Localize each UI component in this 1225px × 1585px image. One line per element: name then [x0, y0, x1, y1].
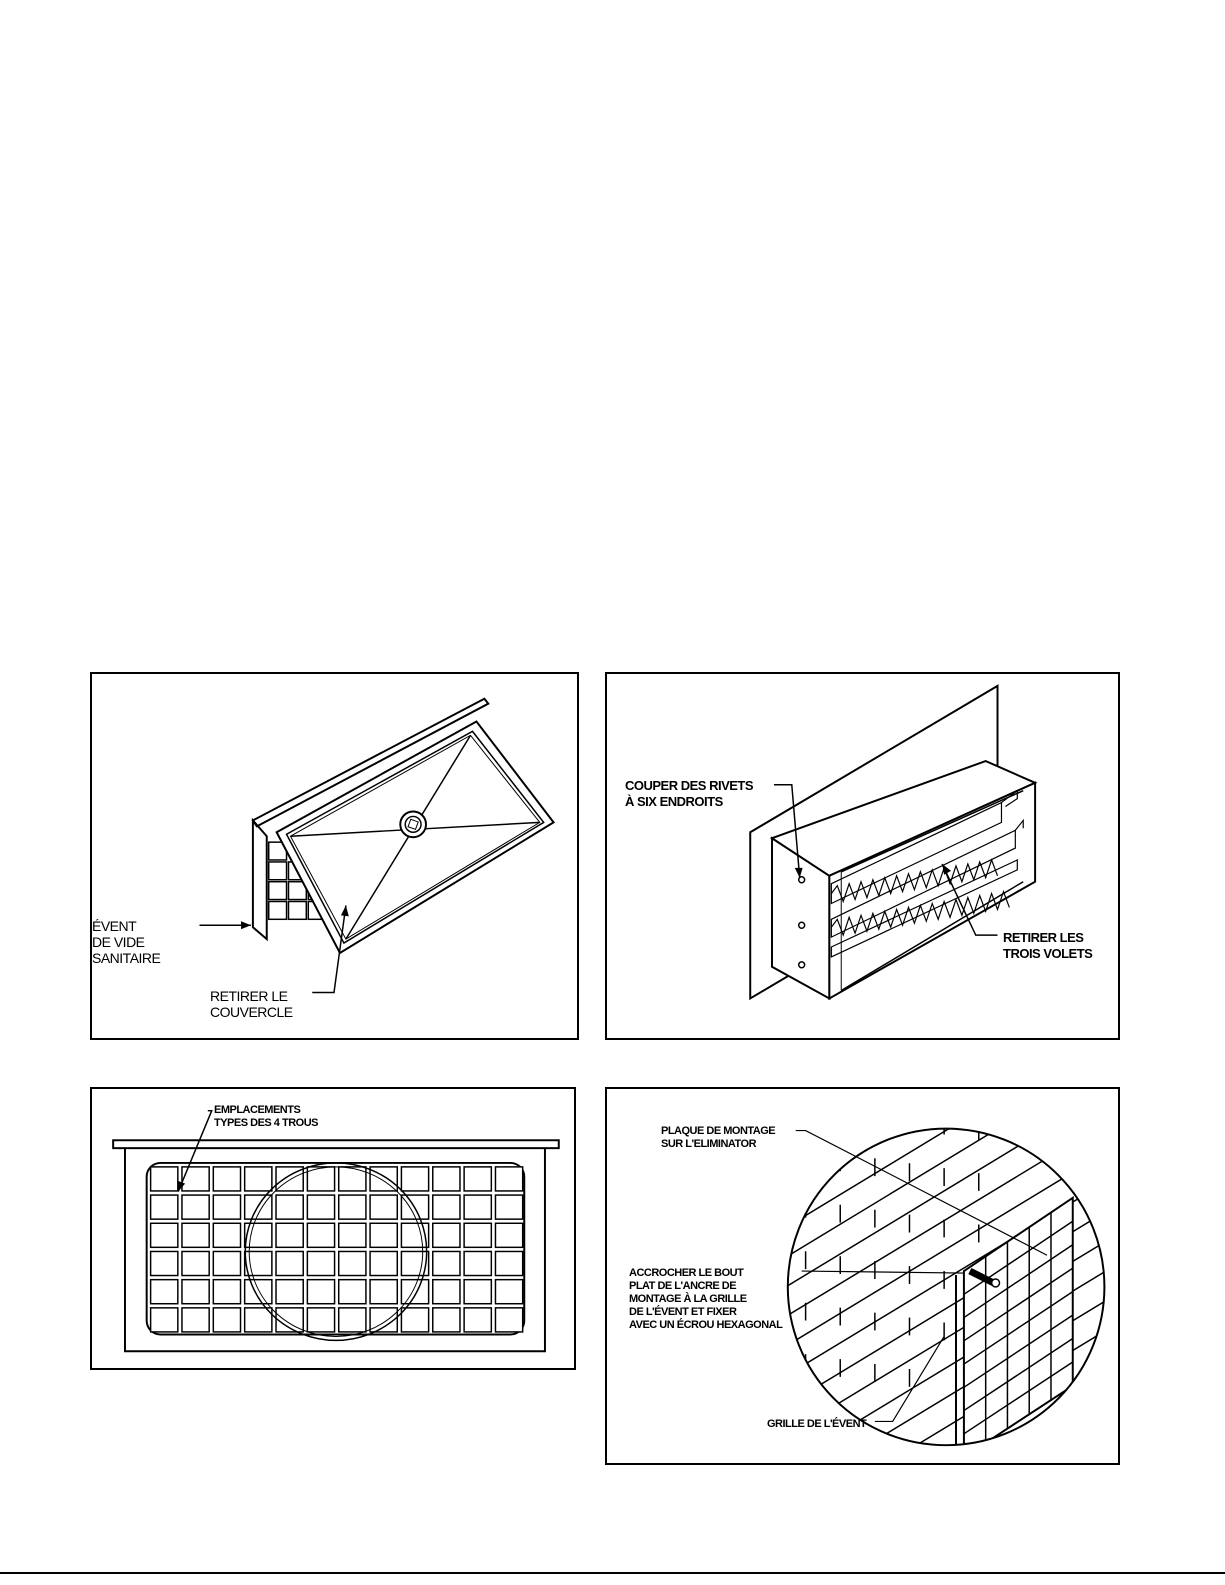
grille-cell	[307, 1280, 334, 1304]
grille-cell	[182, 1167, 209, 1191]
grille-cell	[276, 1251, 303, 1275]
grille-cell	[276, 1223, 303, 1247]
vent-box-drawing	[607, 674, 1118, 1038]
grille-cell	[182, 1280, 209, 1304]
grille-cell	[464, 1280, 491, 1304]
grille-cell	[182, 1251, 209, 1275]
vent-cover-drawing	[92, 674, 577, 1038]
grille-cell	[213, 1308, 240, 1332]
grille-cell	[276, 1280, 303, 1304]
grille-cell	[339, 1195, 366, 1219]
grille-cell	[495, 1308, 522, 1332]
panel-mounting	[605, 1087, 1120, 1465]
grille-cell	[151, 1195, 178, 1219]
grille-cell	[495, 1167, 522, 1191]
grille-cell	[495, 1251, 522, 1275]
grille-cell	[151, 1251, 178, 1275]
grille-cell	[464, 1223, 491, 1247]
grille-cell	[213, 1251, 240, 1275]
label-hole-locations: EMPLACEMENTS TYPES DES 4 TROUS	[214, 1104, 318, 1129]
grille-cell	[276, 1195, 303, 1219]
label-crawlspace-vent: ÉVENT DE VIDE SANITAIRE	[92, 918, 161, 966]
panel-hole-locations	[90, 1087, 576, 1370]
grille-cell	[151, 1223, 178, 1247]
grille-cell	[433, 1308, 460, 1332]
grille-cell	[464, 1195, 491, 1219]
grille-cell	[464, 1167, 491, 1191]
label-remove-dampers: RETIRER LES TROIS VOLETS	[1003, 930, 1093, 961]
label-remove-cover: RETIRER LE COUVERCLE	[210, 988, 293, 1020]
grille-cell	[495, 1223, 522, 1247]
label-vent-grille: GRILLE DE L'ÉVENT	[767, 1418, 867, 1430]
grille-cell	[151, 1167, 178, 1191]
label-mounting-plate: PLAQUE DE MONTAGE SUR L'ELIMINATOR	[661, 1125, 776, 1150]
grille-cell	[307, 1251, 334, 1275]
grille-cell	[339, 1308, 366, 1332]
brick-course	[786, 1445, 1113, 1463]
grille-cell	[401, 1308, 428, 1332]
grille-cell	[245, 1280, 272, 1304]
grille-cell	[151, 1280, 178, 1304]
grille-cell	[433, 1195, 460, 1219]
panel-remove-dampers	[605, 672, 1120, 1040]
grille-cell	[213, 1167, 240, 1191]
grille-cell	[401, 1167, 428, 1191]
grille-cell	[433, 1251, 460, 1275]
grille-cell	[401, 1280, 428, 1304]
label-cut-rivets: COUPER DES RIVETS À SIX ENDROITS	[625, 778, 754, 809]
grille-cell	[433, 1223, 460, 1247]
grille-cell	[370, 1280, 397, 1304]
grille-cell	[339, 1280, 366, 1304]
grille-cell	[495, 1195, 522, 1219]
grille-cell	[433, 1280, 460, 1304]
vent-grille-front-drawing	[92, 1089, 574, 1368]
grille-cell	[339, 1223, 366, 1247]
grille-cell	[245, 1167, 272, 1191]
grille-cell	[245, 1251, 272, 1275]
grille-cell	[464, 1251, 491, 1275]
grille-cell	[213, 1280, 240, 1304]
grille-cell	[213, 1223, 240, 1247]
grille-cell	[182, 1223, 209, 1247]
grille-cell	[182, 1195, 209, 1219]
label-hook-anchor: ACCROCHER LE BOUT PLAT DE L'ANCRE DE MONTAGE À LA GRILLE DE L'ÉVENT ET FIXER AVEC UN ÉCROU HEXAGONAL	[629, 1267, 783, 1331]
brick-course	[786, 1089, 1113, 1109]
grille-cell	[213, 1195, 240, 1219]
grille-cell	[370, 1251, 397, 1275]
grille-cell	[370, 1195, 397, 1219]
grille-cell	[433, 1167, 460, 1191]
grille-cell	[495, 1280, 522, 1304]
grille-cell	[307, 1308, 334, 1332]
grille-cell	[151, 1308, 178, 1332]
grille-cell	[182, 1308, 209, 1332]
page-bottom-rule	[0, 1572, 1225, 1574]
grille-cell	[464, 1308, 491, 1332]
grille-cell	[307, 1223, 334, 1247]
grille-cell	[307, 1195, 334, 1219]
grille-cell	[245, 1308, 272, 1332]
panel-remove-cover	[90, 672, 579, 1040]
grille-cell	[370, 1223, 397, 1247]
grille-cell	[339, 1251, 366, 1275]
